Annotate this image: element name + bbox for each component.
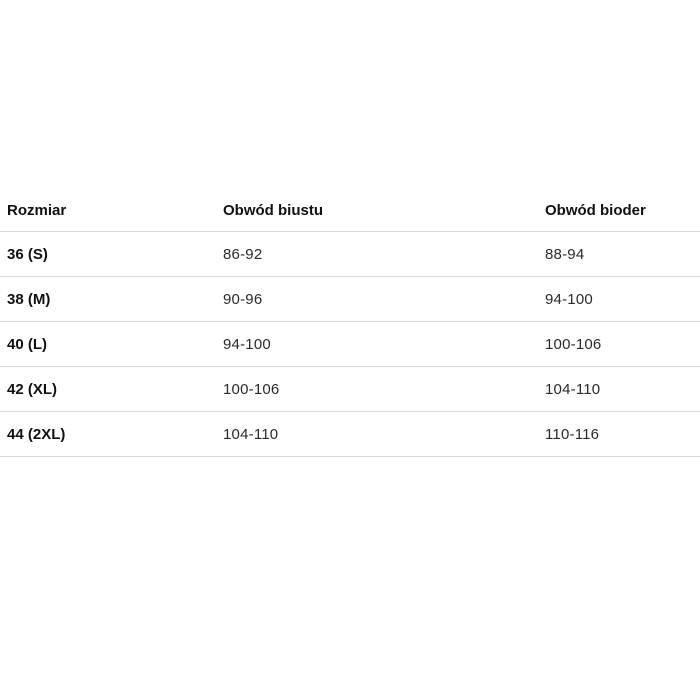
- size-chart-table: [0, 190, 700, 457]
- table-row: [0, 232, 700, 277]
- hips-cell: 100-106: [545, 335, 602, 353]
- size-cell: 42 (XL): [7, 380, 58, 398]
- table-row: [0, 412, 700, 457]
- size-cell: 36 (S): [7, 245, 48, 263]
- hips-cell: 110-116: [545, 425, 600, 443]
- bust-cell: 104-110: [223, 425, 279, 443]
- bust-cell: 100-106: [223, 380, 280, 398]
- table-row: [0, 322, 700, 367]
- header-bust: Obwód biustu: [223, 202, 323, 219]
- hips-cell: 104-110: [545, 380, 601, 398]
- header-size: Rozmiar: [7, 202, 67, 219]
- size-cell: 44 (2XL): [7, 425, 66, 443]
- table-row: [0, 367, 700, 412]
- size-cell: 40 (L): [7, 335, 48, 353]
- hips-cell: 88-94: [545, 245, 585, 263]
- hips-cell: 94-100: [545, 290, 593, 308]
- bust-cell: 94-100: [223, 335, 271, 353]
- header-hips: Obwód bioder: [545, 202, 646, 219]
- table-header-row: [0, 190, 700, 232]
- size-cell: 38 (M): [7, 290, 51, 308]
- bust-cell: 86-92: [223, 245, 263, 263]
- bust-cell: 90-96: [223, 290, 263, 308]
- table-row: [0, 277, 700, 322]
